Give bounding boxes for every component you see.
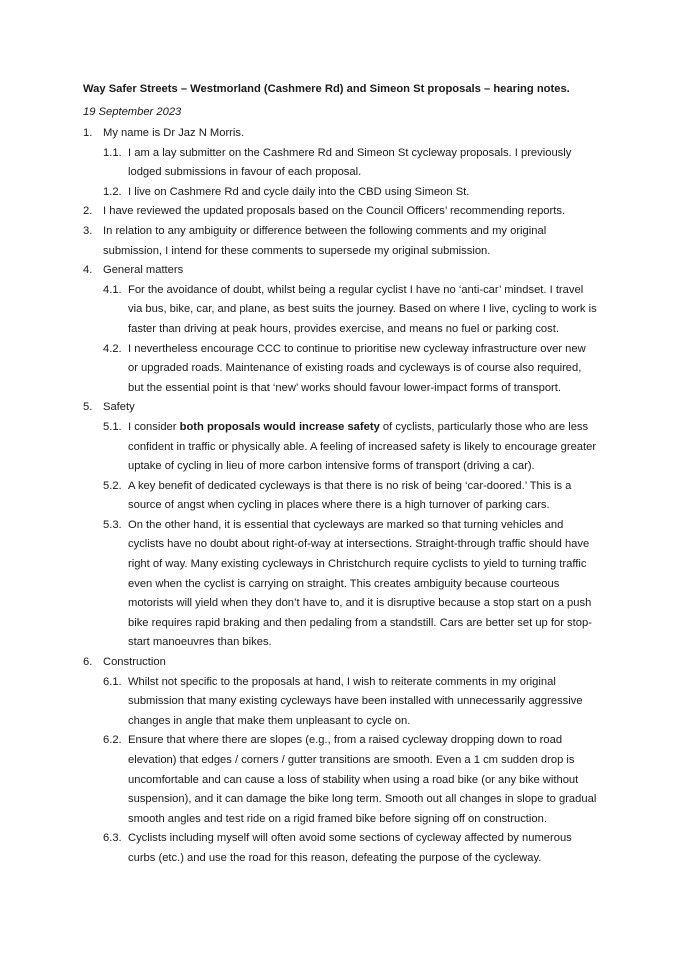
item-number: 1. (83, 127, 93, 139)
sub-item-bold-phrase: both proposals would increase safety (179, 420, 380, 433)
sub-item-text: A key benefit of dedicated cycleways is that there is no risk of being ‘car-doored.’ This is a source of angst when cycling in places where there is a high turnover of parking cars. (128, 479, 572, 512)
section-heading: General matters (103, 264, 184, 277)
item-number: 3. (83, 224, 93, 237)
sub-item-number: 4.1. (103, 283, 122, 296)
list-item-3 (83, 222, 598, 261)
sub-item-text: On the other hand, it is essential that cycleways are marked so that turning vehicles and cyclists have no doubt about right-of-way at intersections. Straight-through traffic should have right of way. Many existing cycleways in Christchurch require cyclists to yield to turning traffic even when the cyclist is carrying on straight. This creates ambiguity because courteous motorists will yield when they don’t have to, and it is disruptive because a stop start on a push bike requires rapid braking and then pedaling from a standstill. Cars are better set up for stop-start manoeuvres than bikes. (128, 518, 592, 649)
sub-item-number: 1.2. (103, 185, 122, 198)
sub-item-number: 6.1. (103, 675, 122, 688)
list-item-1 (83, 124, 598, 144)
sub-item-4-2 (83, 340, 598, 399)
list-item-2 (83, 202, 598, 222)
item-text: In relation to any ambiguity or difference between the following comments and my original submission, I intend for these comments to supersede my original submission. (103, 224, 547, 257)
sub-item-number: 6.2. (103, 734, 122, 747)
sub-item-6-1 (83, 673, 598, 732)
sub-item-text-pre: I consider (128, 420, 180, 433)
document-date: 19 September 2023 (83, 106, 182, 118)
sub-item-4-1 (83, 281, 598, 340)
list-item-6 (83, 653, 598, 673)
sub-item-text: I live on Cashmere Rd and cycle daily into the CBD using Simeon St. (128, 185, 470, 198)
sub-item-text: For the avoidance of doubt, whilst being a regular cyclist I have no ‘anti-car’ mindset. I travel via bus, bike, car, and plane, as best suits the journey. Based on where I live, cycling to work is faster than driving at peak hours, provides exercise, and means no fuel or parking cost. (128, 283, 597, 335)
sub-item-5-2 (83, 477, 598, 516)
sub-item-text: Cyclists including myself will often avoid some sections of cycleway affected by numerous curbs (etc.) and use the road for this reason, defeating the purpose of the cycleway. (128, 832, 572, 864)
item-text: I have reviewed the updated proposals based on the Council Officers’ recommending reports. (103, 205, 566, 218)
sub-item-text: I nevertheless encourage CCC to continue to prioritise new cycleway infrastructure over new or upgraded roads. Maintenance of existing roads and cycleways is of course also required, but the essential point is that ‘new’ works should favour lower-impact forms of transport. (128, 342, 586, 394)
section-heading: Construction (103, 656, 166, 669)
sub-item-number: 1.1. (103, 146, 122, 159)
sub-item-text-post: of cyclists, particularly those who are less confident in traffic or physically able. A feeling of increased safety is likely to encourage greater uptake of cycling in lieu of more carbon intensive forms of transport (driving a car). (128, 420, 597, 473)
sub-item-number: 4.2. (103, 342, 122, 355)
item-number: 2. (83, 205, 93, 218)
sub-item-6-3 (83, 829, 598, 868)
item-text: My name is Dr Jaz N Morris. (103, 127, 245, 139)
sub-item-number: 6.3. (103, 832, 122, 845)
sub-item-1-1 (83, 144, 598, 183)
list-item-5 (83, 398, 598, 418)
sub-item-text: I am a lay submitter on the Cashmere Rd and Simeon St cycleway proposals. I previously lodged submissions in favour of each proposal. (128, 146, 572, 179)
item-number: 5. (83, 401, 93, 414)
sub-item-text: Whilst not specific to the proposals at hand, I wish to reiterate comments in my original submission that many existing cycleways have been installed with unnecessarily aggressive changes in angle that make them unpleasant to cycle on. (128, 675, 583, 727)
sub-item-text: Ensure that where there are slopes (e.g., from a raised cycleway dropping down to road elevation) that edges / corners / gutter transitions are smooth. Even a 1 cm sudden drop is uncomfortable and can cause a loss of stability when using a road bike (or any bike without suspension), and it can damage the bike long term. Smooth out all changes in slope to gradual smooth angles and test ride on a rigid framed bike before signing off on construction. (128, 734, 597, 825)
numbered-list (83, 124, 598, 869)
item-number: 4. (83, 264, 93, 277)
sub-item-number: 5.2. (103, 479, 122, 492)
sub-item-5-1 (83, 418, 598, 477)
item-number: 6. (83, 656, 93, 669)
document-title: Way Safer Streets – Westmorland (Cashmere Rd) and Simeon St proposals – hearing notes. (83, 83, 570, 95)
section-heading: Safety (103, 401, 135, 414)
sub-item-6-2 (83, 731, 598, 829)
sub-item-5-3 (83, 516, 598, 653)
sub-item-number: 5.1. (103, 420, 122, 433)
sub-item-number: 5.3. (103, 518, 122, 531)
list-item-4 (83, 261, 598, 281)
sub-item-1-2 (83, 183, 598, 203)
